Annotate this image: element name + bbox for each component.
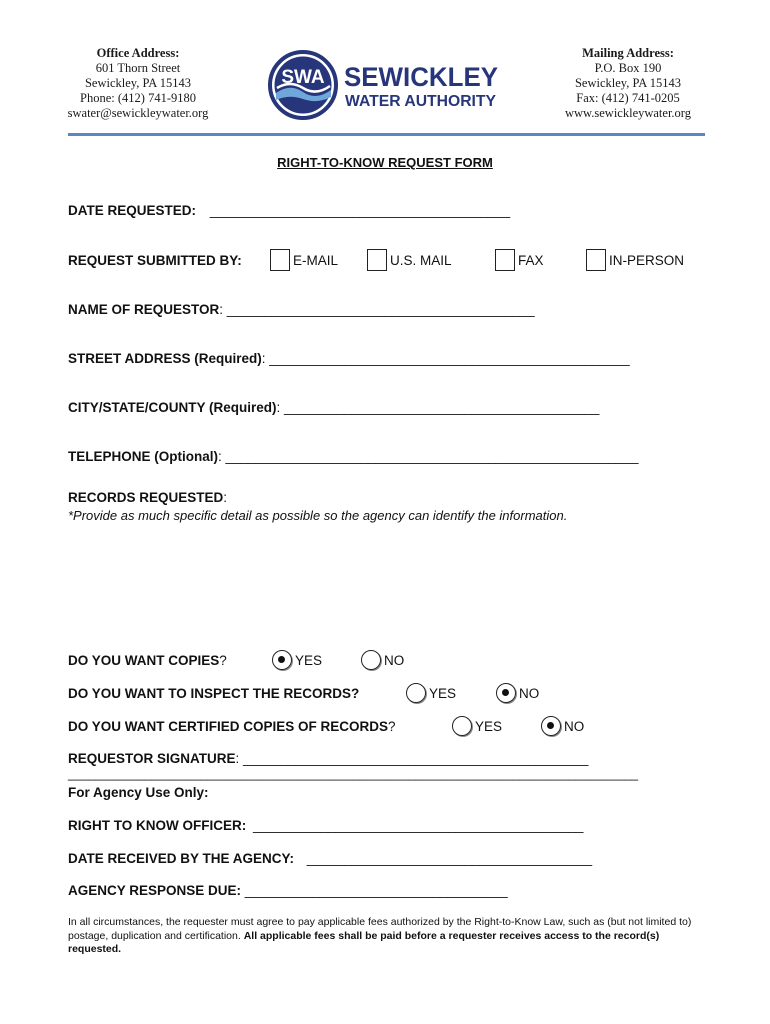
- option-in-person[interactable]: [586, 249, 684, 271]
- swa-logo: [268, 50, 500, 120]
- copies-yes-label: YES: [295, 652, 323, 668]
- inspect-yes-label: YES: [429, 685, 457, 701]
- office-email[interactable]: swater@sewickleywater.org: [67, 106, 209, 120]
- copies-yes-radio[interactable]: [272, 650, 292, 670]
- name-row: [68, 302, 535, 317]
- received-label: DATE RECEIVED BY THE AGENCY:: [68, 851, 295, 866]
- inspect-yes-option[interactable]: [406, 683, 456, 703]
- officer-label: RIGHT TO KNOW OFFICER:: [68, 818, 247, 833]
- logo-name-line1: SEWICKLEY: [344, 62, 498, 92]
- mailing-address-heading: Mailing Address:: [582, 46, 674, 60]
- city-field[interactable]: __________________________________________: [280, 400, 600, 415]
- office-street: 601 Thorn Street: [95, 61, 181, 75]
- street-row: [68, 351, 630, 366]
- received-row: [68, 851, 592, 866]
- copies-label: DO YOU WANT COPIES: [68, 653, 220, 668]
- date-requested-row: [68, 203, 510, 218]
- records-text-area[interactable]: [68, 530, 698, 640]
- option-fax[interactable]: [495, 249, 544, 271]
- header-divider: [68, 133, 705, 136]
- due-row: [68, 883, 508, 898]
- name-colon: :: [219, 302, 224, 317]
- certified-no-option[interactable]: [541, 716, 584, 736]
- email-checkbox[interactable]: [270, 249, 290, 271]
- option-us-mail-label: U.S. MAIL: [390, 252, 452, 268]
- street-field[interactable]: ________________________________________________: [265, 351, 630, 366]
- mailing-fax: Fax: (412) 741-0205: [576, 91, 680, 105]
- telephone-label: TELEPHONE (Optional): [68, 449, 218, 464]
- copies-suffix: ?: [219, 653, 227, 668]
- option-email-label: E-MAIL: [293, 252, 339, 268]
- logo-name-line2: WATER AUTHORITY: [345, 93, 497, 110]
- records-label: RECORDS REQUESTED: [68, 490, 224, 505]
- submitted-by-label: [68, 253, 242, 268]
- city-colon: :: [276, 400, 281, 415]
- inspect-row: [68, 686, 359, 701]
- signature-colon: :: [235, 751, 240, 766]
- copies-row: [68, 653, 227, 668]
- name-field[interactable]: _________________________________________: [223, 302, 535, 317]
- agency-heading: For Agency Use Only:: [68, 785, 209, 800]
- date-requested-field[interactable]: ________________________________________: [209, 203, 511, 218]
- street-colon: :: [261, 351, 266, 366]
- fees-notice: [68, 916, 708, 957]
- inspect-label: DO YOU WANT TO INSPECT THE RECORDS?: [68, 686, 360, 701]
- mailing-box: P.O. Box 190: [594, 61, 662, 75]
- certified-suffix: ?: [388, 719, 396, 734]
- option-email[interactable]: [270, 249, 338, 271]
- option-in-person-label: IN-PERSON: [609, 252, 685, 268]
- copies-no-radio[interactable]: [361, 650, 381, 670]
- certified-no-label: NO: [564, 718, 585, 734]
- submitted-by-label-text: REQUEST SUBMITTED BY:: [68, 253, 242, 268]
- signature-row: [68, 751, 588, 766]
- records-note: *Provide as much specific detail as possible so the agency can identify the information.: [68, 508, 568, 523]
- city-label: CITY/STATE/COUNTY (Required): [68, 400, 277, 415]
- option-fax-label: FAX: [518, 252, 544, 268]
- in-person-checkbox[interactable]: [586, 249, 606, 271]
- copies-no-label: NO: [384, 652, 405, 668]
- us-mail-checkbox[interactable]: [367, 249, 387, 271]
- fees-notice-bold: All applicable fees shall be paid before a requester receives access to the record(s) requested.: [68, 929, 660, 955]
- mailing-web[interactable]: www.sewickleywater.org: [564, 106, 691, 120]
- certified-row: [68, 719, 396, 734]
- option-us-mail[interactable]: [367, 249, 452, 271]
- mailing-city: Sewickley, PA 15143: [574, 76, 682, 90]
- certified-yes-radio[interactable]: [452, 716, 472, 736]
- records-row: [68, 490, 227, 505]
- telephone-row: [68, 449, 638, 464]
- copies-no-option[interactable]: [361, 650, 404, 670]
- certified-yes-option[interactable]: [452, 716, 502, 736]
- form-title: RIGHT-TO-KNOW REQUEST FORM: [277, 155, 493, 170]
- due-field[interactable]: ___________________________________: [241, 883, 508, 898]
- fax-checkbox[interactable]: [495, 249, 515, 271]
- officer-row: [68, 818, 583, 833]
- inspect-no-label: NO: [519, 685, 540, 701]
- due-label: AGENCY RESPONSE DUE:: [68, 883, 242, 898]
- city-row: [68, 400, 599, 415]
- signature-line-2[interactable]: __________________________________________________________________________________: [68, 767, 639, 781]
- certified-yes-label: YES: [475, 718, 503, 734]
- inspect-no-radio[interactable]: [496, 683, 516, 703]
- fees-notice-text: In all circumstances, the requester must agree to pay applicable fees authorized by the Right-to-Know Law, such as (but not limited to) postage, duplication and certification.: [68, 916, 692, 942]
- date-requested-label: DATE REQUESTED:: [68, 203, 197, 218]
- office-address-heading: Office Address:: [96, 46, 180, 60]
- office-city: Sewickley, PA 15143: [84, 76, 192, 90]
- logo-initials: SWA: [281, 67, 325, 88]
- inspect-no-option[interactable]: [496, 683, 539, 703]
- signature-field[interactable]: ______________________________________________: [239, 751, 589, 766]
- name-label: NAME OF REQUESTOR: [68, 302, 220, 317]
- telephone-field[interactable]: _______________________________________________________: [221, 449, 639, 464]
- mailing-address: [538, 46, 718, 121]
- telephone-colon: :: [218, 449, 222, 464]
- signature-label: REQUESTOR SIGNATURE: [68, 751, 236, 766]
- street-label: STREET ADDRESS (Required): [68, 351, 262, 366]
- certified-label: DO YOU WANT CERTIFIED COPIES OF RECORDS: [68, 719, 389, 734]
- records-colon: :: [223, 490, 228, 505]
- officer-field[interactable]: ____________________________________________: [249, 818, 584, 833]
- certified-no-radio[interactable]: [541, 716, 561, 736]
- inspect-yes-radio[interactable]: [406, 683, 426, 703]
- office-phone: Phone: (412) 741-9180: [80, 91, 196, 105]
- received-field[interactable]: ______________________________________: [303, 851, 593, 866]
- copies-yes-option[interactable]: [272, 650, 322, 670]
- office-address: [48, 46, 228, 121]
